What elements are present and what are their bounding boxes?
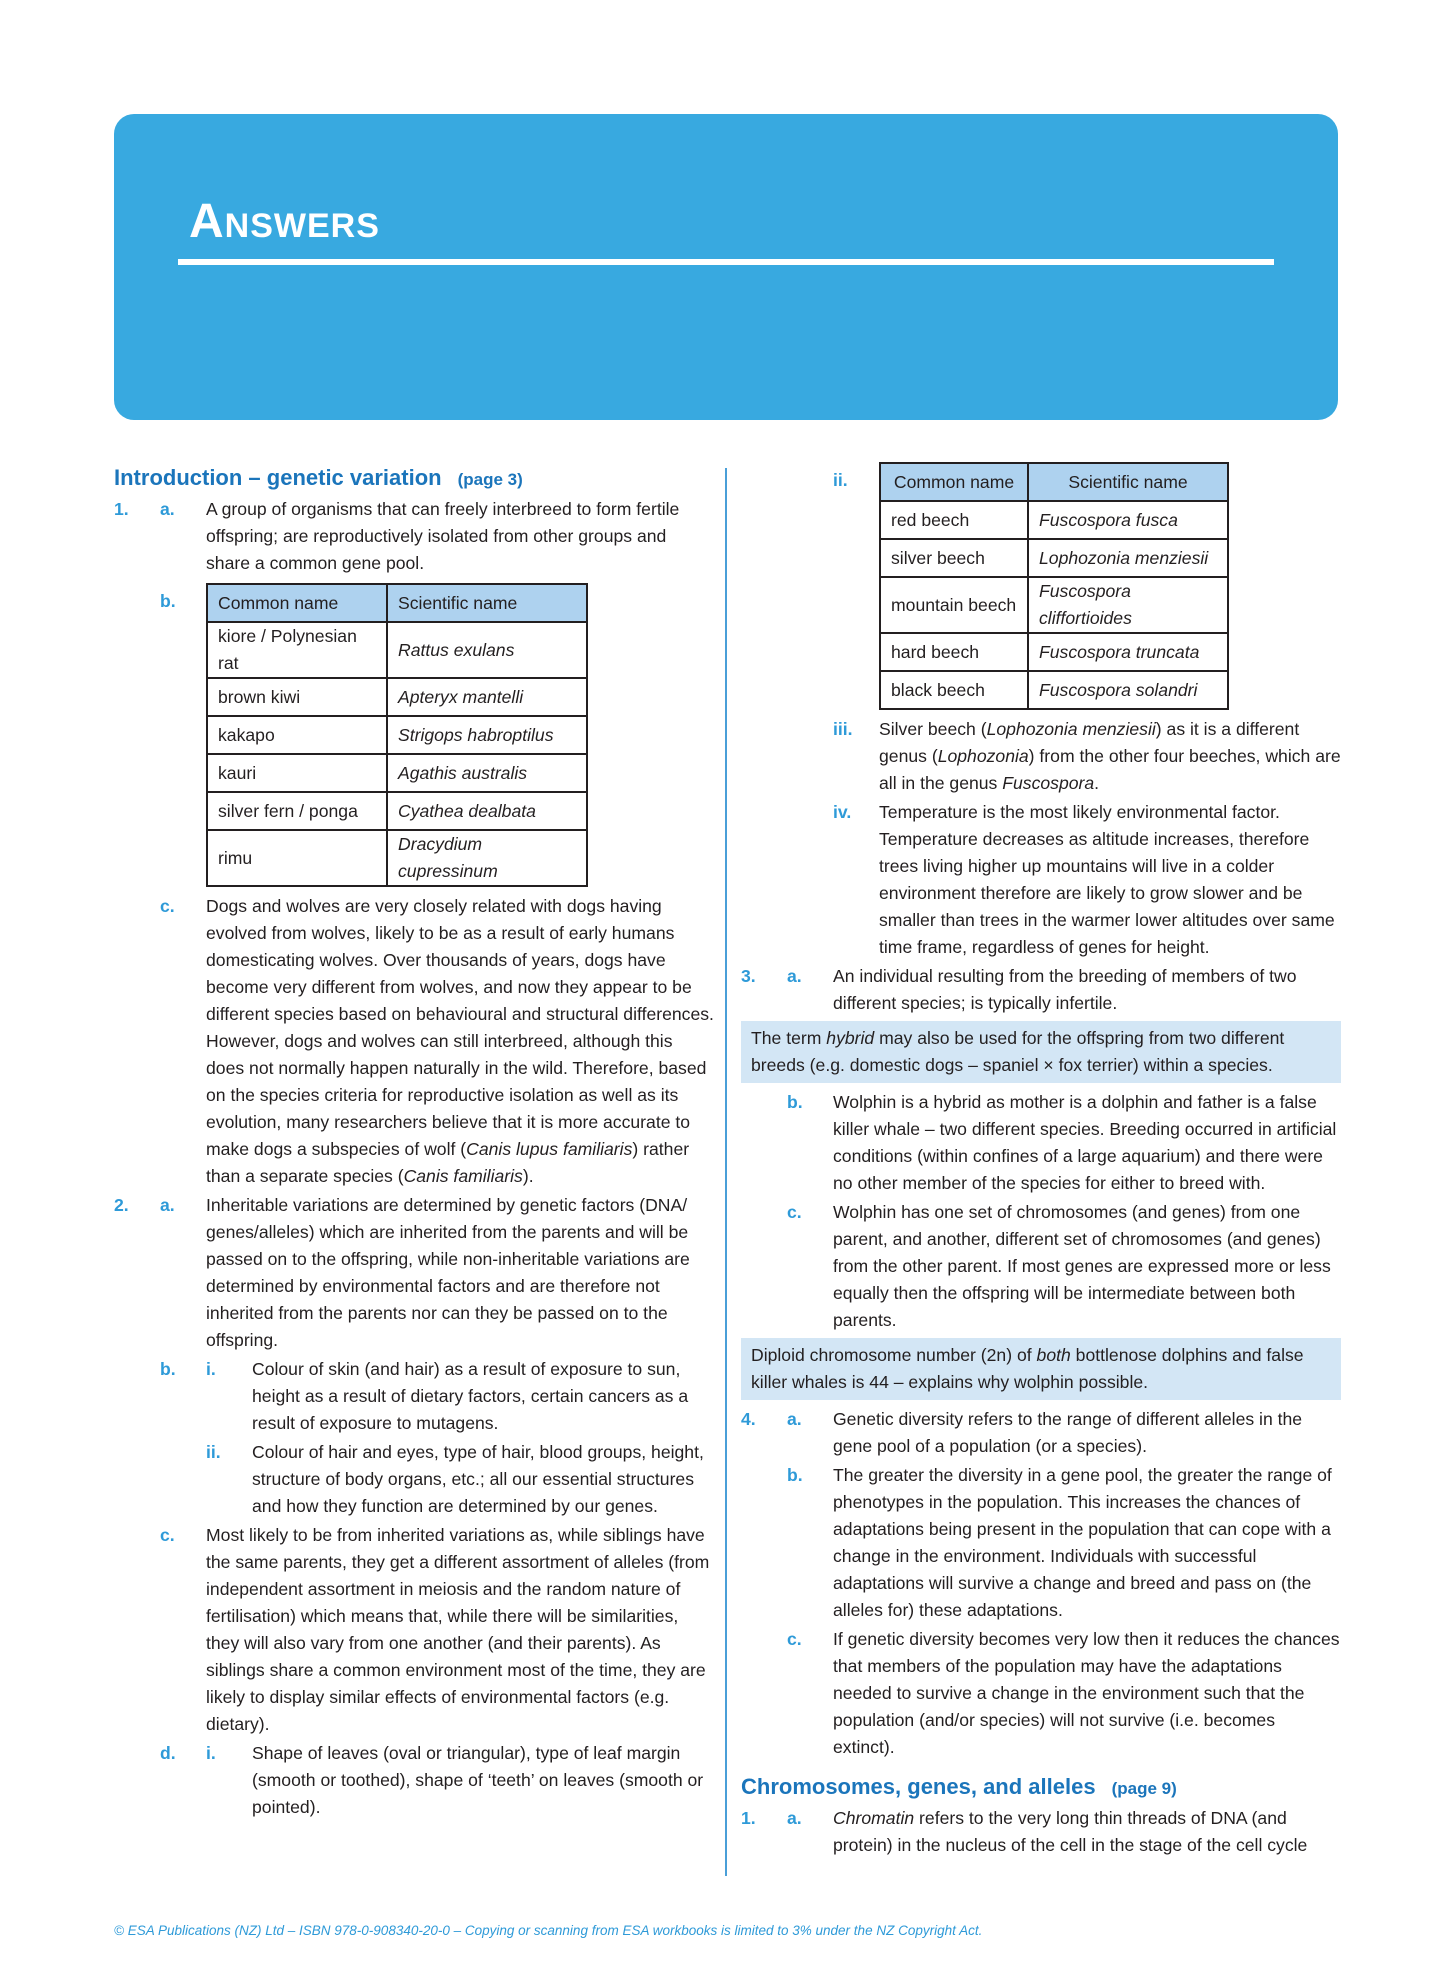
q1c: c. Dogs and wolves are very closely related with dogs having evolved from wolves, likely to be as a result of early humans domesticating wolves. Over thousands of years, dogs have become very different from wolves, and now they appear to be different species based on behavioural and structural differences. However, dogs and wolves can still interbreed, although this does not normally happen naturally in the wild. Therefore, based on the species criteria for reproductive isolation as well as its evolution, many researchers believe that it is more accurate to make dogs a subspecies of wolf (Canis lupus familiaris) rather than a separate species (Canis familiaris). (160, 896, 714, 1186)
table-row: black beech Fuscospora solandri (880, 671, 1228, 709)
beech-table (879, 462, 1229, 710)
q4c: c. If genetic diversity becomes very low then it reduces the chances that members of the population may have the adaptations needed to survive a change in the environment such that the population (and/or species) will not survive (i.e. becomes extinct). (787, 1629, 1340, 1757)
col-common: Common name (880, 463, 1028, 501)
s2-q1a: 1. a. Chromatin refers to the very long thin threads of DNA (and protein) in the nucleus of the cell in the stage of the cell cycle (741, 1808, 1308, 1855)
table-row: rimu Dracydium cupressinum (207, 830, 587, 886)
q4b: b. The greater the diversity in a gene pool, the greater the range of phenotypes in the population. This increases the chances of adaptations being present in the population that can cope with a change in the environment. Individuals with successful adaptations will survive a change and breed and pass on (the alleles for) these adaptations. (787, 1465, 1332, 1620)
q1a: 1. a. A group of organisms that can freely interbreed to form fertile offspring; are reproductively isolated from other groups and share a common gene pool. (114, 499, 680, 573)
col-scientific: Scientific name (1028, 463, 1228, 501)
title-underline (178, 259, 1274, 265)
right-column (741, 462, 1341, 1861)
hybrid-note: The term hybrid may also be used for the offspring from two different breeds (e.g. domestic dogs – spaniel × fox terrier) within a species. (741, 1021, 1341, 1083)
table-row: kauri Agathis australis (207, 754, 587, 792)
q2d-iv: iv. Temperature is the most likely environmental factor. Temperature decreases as altitude increases, therefore trees living higher up mountains will live in a colder environment therefore are likely to grow slower and be smaller than trees in the warmer lower altitudes over same time frame, regardless of genes for height. (833, 802, 1335, 957)
q3a: 3. a. An individual resulting from the breeding of members of two different species; is typically infertile. (741, 966, 1297, 1013)
column-divider (725, 468, 727, 1876)
table-row: hard beech Fuscospora truncata (880, 633, 1228, 671)
col-common: Common name (207, 584, 387, 622)
section-heading: Introduction – genetic variation (page 3) (114, 465, 523, 490)
col-scientific: Scientific name (387, 584, 587, 622)
table-row: kakapo Strigops habroptilus (207, 716, 587, 754)
copyright-footer: © ESA Publications (NZ) Ltd – ISBN 978-0-908340-20-0 – Copying or scanning from ESA workbooks is limited to 3% under the NZ Copyright Act. (114, 1923, 983, 1938)
q2a: 2. a. Inheritable variations are determined by genetic factors (DNA/ genes/alleles) which are inherited from the parents and will be passed on to the offspring, while non-inheritable variations are determined by environmental factors and are therefore not inherited from the parents nor can they be passed on to the offspring. (114, 1195, 690, 1350)
q1b: b. Common name Scientific name kiore / Polynesian rat Rattus exulans brown kiwi Apteryx mantelli kakapo Strigops habroptilus kauri Agathis australis silver fern / ponga Cyathea dealbata rimu Dracydium cupressinum (160, 583, 714, 887)
chromosome-note: Diploid chromosome number (2n) of both bottlenose dolphins and false killer whales is 44 – explains why wolphin possible. (741, 1338, 1341, 1400)
table-row: silver beech Lophozonia menziesii (880, 539, 1228, 577)
q2b-ii: ii. Colour of hair and eyes, type of hair, blood groups, height, structure of body organs, etc.; all our essential structures and how they function are determined by our genes. (206, 1442, 704, 1516)
table-row: kiore / Polynesian rat Rattus exulans (207, 622, 587, 678)
table-row: mountain beech Fuscospora cliffortioides (880, 577, 1228, 633)
q2c: c. Most likely to be from inherited variations as, while siblings have the same parents, they get a different assortment of alleles (from independent assortment in meiosis and the random nature of fertilisation) which means that, while there will be similarities, they will also vary from one another (and their parents). As siblings share a common environment most of the time, they are likely to display similar effects of environmental factors (e.g. dietary). (160, 1525, 710, 1734)
q2b-i: b. i. Colour of skin (and hair) as a result of exposure to sun, height as a result of dietary factors, certain cancers as a result of exposure to mutagens. (160, 1359, 689, 1433)
table-row: silver fern / ponga Cyathea dealbata (207, 792, 587, 830)
q2d-i: d. i. Shape of leaves (oval or triangular), type of leaf margin (smooth or toothed), shape of ‘teeth’ on leaves (smooth or pointed). (160, 1743, 704, 1817)
species-table (206, 583, 588, 887)
q3b: b. Wolphin is a hybrid as mother is a dolphin and father is a false killer whale – two different species. Breeding occurred in artificial conditions (within confines of a large aquarium) and there were no other member of the species for either to breed with. (787, 1092, 1337, 1193)
q4a: 4. a. Genetic diversity refers to the range of different alleles in the gene pool of a population (or a species). (741, 1409, 1303, 1456)
q2d-iii: iii. Silver beech (Lophozonia menziesii) as it is a different genus (Lophozonia) from the other four beeches, which are all in the genus Fuscospora. (833, 719, 1341, 793)
page-title: Answers (189, 195, 380, 248)
q3c: c. Wolphin has one set of chromosomes (and genes) from one parent, and another, different set of chromosomes (and genes) from the other parent. If most genes are expressed more or less equally then the offspring will be intermediate between both parents. (787, 1202, 1331, 1330)
q2d-ii: ii. Common name Scientific name red beech Fuscospora fusca silver beech Lophozonia menziesii mountain beech Fuscospora cliffortioides hard beech Fuscospora truncata black beech Fuscospora solandri (833, 462, 1341, 710)
section-heading-2: Chromosomes, genes, and alleles (page 9) (741, 1774, 1177, 1799)
left-column (114, 462, 714, 1823)
header-banner (114, 114, 1338, 420)
table-row: red beech Fuscospora fusca (880, 501, 1228, 539)
table-row: brown kiwi Apteryx mantelli (207, 678, 587, 716)
